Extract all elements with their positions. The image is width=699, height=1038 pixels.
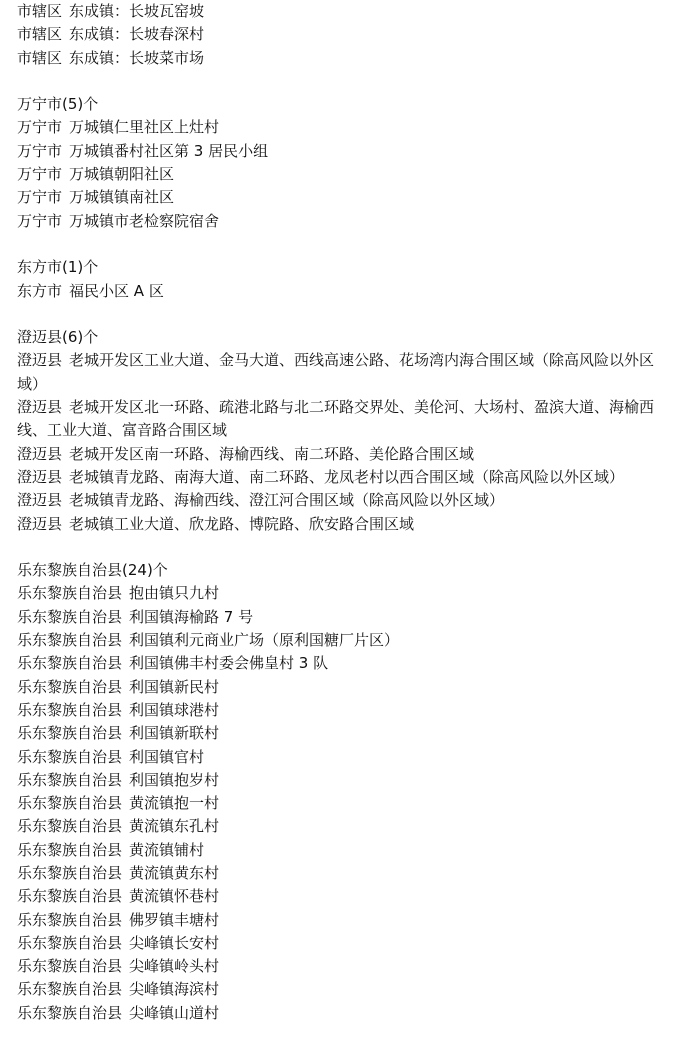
section <box>17 256 657 303</box>
place-name: 利国镇新民村 <box>129 677 220 696</box>
place-name: 老城镇青龙路、南海大道、南二环路、龙凤老村以西合围区域（除高风险以外区域） <box>69 467 625 486</box>
list-item <box>17 885 657 908</box>
area-name: 乐东黎族自治县 <box>17 724 123 743</box>
area-name: 东方市 <box>17 281 63 300</box>
section <box>17 93 657 233</box>
area-name: 乐东黎族自治县 <box>17 957 123 976</box>
list-item <box>17 839 657 862</box>
place-name: 利国镇海榆路 7 号 <box>129 607 254 626</box>
place-name: 福民小区 A 区 <box>69 281 164 300</box>
area-name: 乐东黎族自治县 <box>17 887 123 906</box>
area-name: 万宁市 <box>17 165 63 184</box>
list-item <box>17 769 657 792</box>
area-name: 澄迈县 <box>17 514 63 533</box>
place-name: 黄流镇怀巷村 <box>129 887 220 906</box>
area-name: 乐东黎族自治县 <box>17 1003 123 1022</box>
area-name: 乐东黎族自治县 <box>17 770 123 789</box>
list-item <box>17 396 657 443</box>
list-item <box>17 0 657 23</box>
blank-line <box>17 536 657 559</box>
list-item <box>17 909 657 932</box>
area-name: 澄迈县 <box>17 351 63 370</box>
section-heading: 万宁市(5)个 <box>17 95 99 114</box>
area-name: 乐东黎族自治县 <box>17 910 123 929</box>
place-name: 万城镇仁里社区上灶村 <box>69 118 220 137</box>
place-name: 佛罗镇丰塘村 <box>129 910 220 929</box>
place-name: 抱由镇只九村 <box>129 584 220 603</box>
place-name: 尖峰镇长安村 <box>129 933 220 952</box>
list-item <box>17 629 657 652</box>
place-name: 利国镇新联村 <box>129 724 220 743</box>
place-name: 老城开发区工业大道、金马大道、西线高速公路、花场湾内海合围区域（除高风险以外区域） <box>17 351 655 393</box>
list-item <box>17 652 657 675</box>
area-name: 市辖区 <box>17 2 63 20</box>
list-item <box>17 1002 657 1025</box>
area-name: 澄迈县 <box>17 491 63 510</box>
section <box>17 326 657 536</box>
place-name: 老城开发区南一环路、海榆西线、南二环路、美伦路合围区域 <box>69 444 475 463</box>
area-name: 乐东黎族自治县 <box>17 700 123 719</box>
area-name: 乐东黎族自治县 <box>17 607 123 626</box>
section <box>17 0 657 70</box>
list-item <box>17 443 657 466</box>
blank-line <box>17 303 657 326</box>
blank-line <box>17 233 657 256</box>
section-heading: 乐东黎族自治县(24)个 <box>17 561 168 580</box>
list-item <box>17 746 657 769</box>
list-item <box>17 513 657 536</box>
area-name: 万宁市 <box>17 141 63 160</box>
area-name: 乐东黎族自治县 <box>17 794 123 813</box>
blank-line <box>17 70 657 93</box>
place-name: 东成镇：长坡春深村 <box>69 25 205 44</box>
place-name: 东成镇：长坡瓦窑坡 <box>69 2 205 20</box>
list-item <box>17 722 657 745</box>
section-heading: 澄迈县(6)个 <box>17 328 99 347</box>
list-item <box>17 606 657 629</box>
list-item <box>17 862 657 885</box>
place-name: 尖峰镇岭头村 <box>129 957 220 976</box>
place-name: 利国镇利元商业广场（原利国糖厂片区） <box>129 631 400 650</box>
list-item <box>17 116 657 139</box>
place-name: 万城镇镇南社区 <box>69 188 175 207</box>
place-name: 利国镇抱岁村 <box>129 770 220 789</box>
list-item <box>17 792 657 815</box>
area-name: 万宁市 <box>17 118 63 137</box>
area-name: 乐东黎族自治县 <box>17 631 123 650</box>
area-name: 乐东黎族自治县 <box>17 677 123 696</box>
section <box>17 559 657 1025</box>
place-name: 尖峰镇海滨村 <box>129 980 220 999</box>
place-name: 万城镇朝阳社区 <box>69 165 175 184</box>
list-item <box>17 349 657 396</box>
list-item <box>17 466 657 489</box>
list-item <box>17 699 657 722</box>
area-name: 万宁市 <box>17 188 63 207</box>
place-name: 尖峰镇山道村 <box>129 1003 220 1022</box>
place-name: 利国镇官村 <box>129 747 205 766</box>
place-name: 老城开发区北一环路、疏港北路与北二环路交界处、美伦河、大场村、盈滨大道、海榆西线、工业大道、富音路合围区域 <box>17 398 655 440</box>
list-item <box>17 955 657 978</box>
list-item <box>17 163 657 186</box>
list-item <box>17 676 657 699</box>
list-item <box>17 978 657 1001</box>
area-name: 乐东黎族自治县 <box>17 654 123 673</box>
place-name: 万城镇番村社区第 3 居民小组 <box>69 141 269 160</box>
area-name: 乐东黎族自治县 <box>17 840 123 859</box>
area-name: 乐东黎族自治县 <box>17 863 123 882</box>
list-item <box>17 186 657 209</box>
place-name: 利国镇佛丰村委会佛皇村 3 队 <box>129 654 329 673</box>
list-item <box>17 280 657 303</box>
place-name: 黄流镇铺村 <box>129 840 205 859</box>
place-name: 黄流镇黄东村 <box>129 863 220 882</box>
list-item <box>17 140 657 163</box>
area-name: 市辖区 <box>17 48 63 67</box>
area-name: 乐东黎族自治县 <box>17 817 123 836</box>
place-name: 利国镇球港村 <box>129 700 220 719</box>
place-name: 万城镇市老检察院宿舍 <box>69 211 220 230</box>
area-name: 市辖区 <box>17 25 63 44</box>
place-name: 黄流镇东孔村 <box>129 817 220 836</box>
area-name: 乐东黎族自治县 <box>17 747 123 766</box>
list-item <box>17 210 657 233</box>
list-item <box>17 815 657 838</box>
place-name: 黄流镇抱一村 <box>129 794 220 813</box>
place-name: 东成镇：长坡菜市场 <box>69 48 205 67</box>
section-heading: 东方市(1)个 <box>17 258 99 277</box>
list-item <box>17 932 657 955</box>
area-name: 乐东黎族自治县 <box>17 584 123 603</box>
area-name: 万宁市 <box>17 211 63 230</box>
area-name: 澄迈县 <box>17 467 63 486</box>
list-item <box>17 489 657 512</box>
area-name: 乐东黎族自治县 <box>17 980 123 999</box>
place-name: 老城镇青龙路、海榆西线、澄江河合围区域（除高风险以外区域） <box>69 491 505 510</box>
list-item <box>17 23 657 46</box>
list-item <box>17 582 657 605</box>
area-name: 澄迈县 <box>17 444 63 463</box>
area-name: 澄迈县 <box>17 398 63 417</box>
list-item <box>17 47 657 70</box>
area-name: 乐东黎族自治县 <box>17 933 123 952</box>
place-name: 老城镇工业大道、欣龙路、博院路、欣安路合围区域 <box>69 514 415 533</box>
